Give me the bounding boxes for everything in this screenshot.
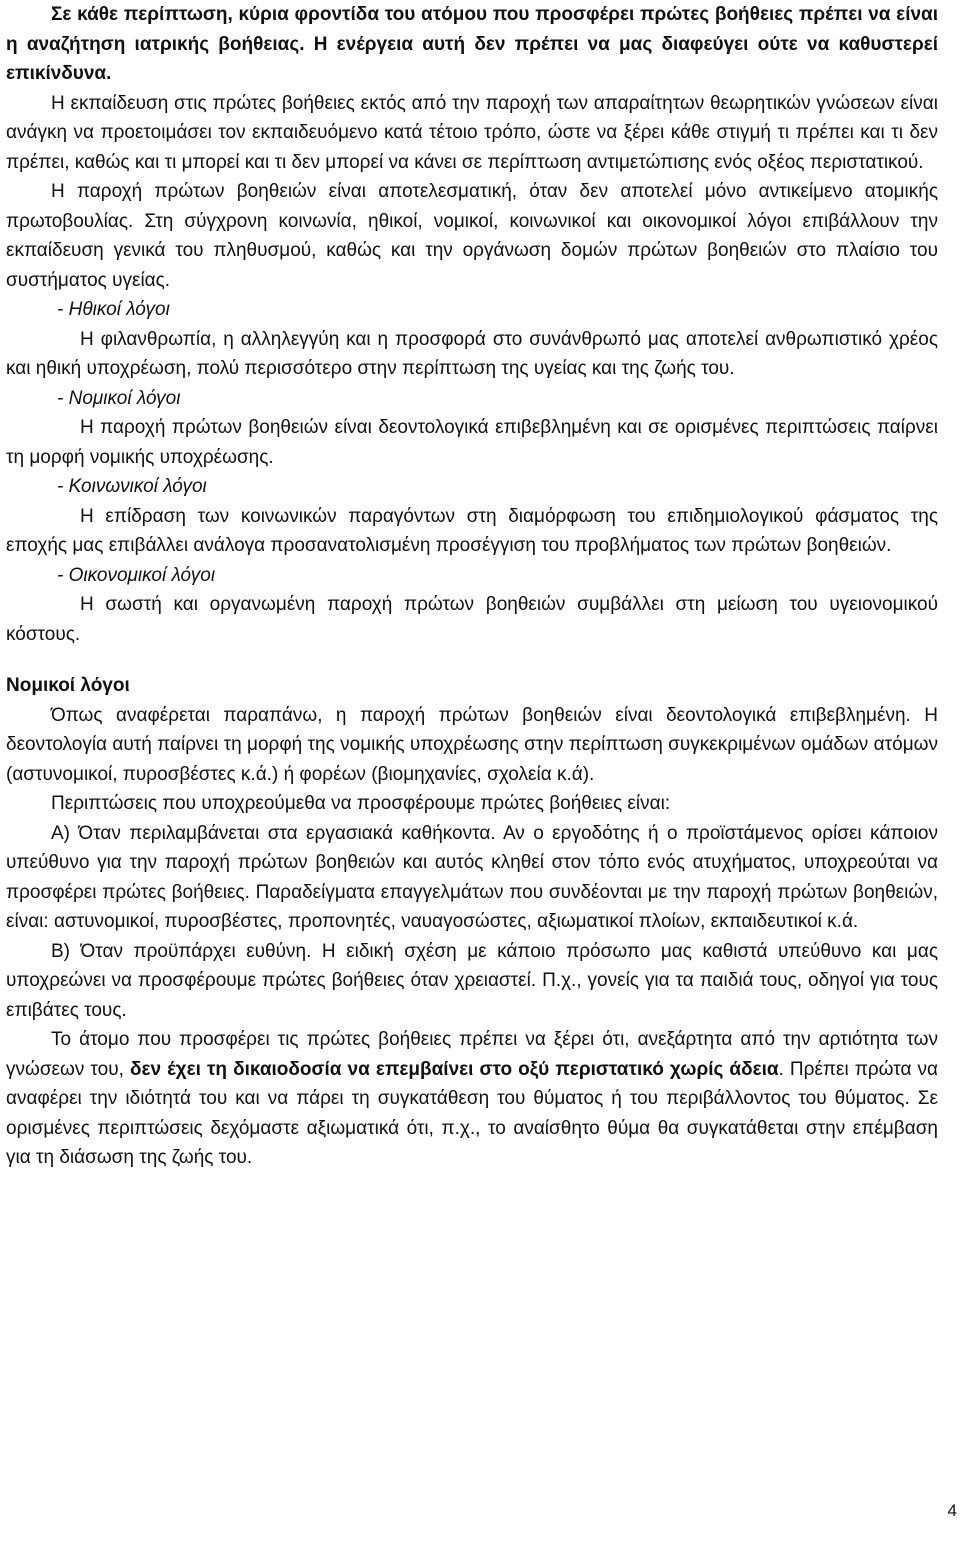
document-page bbox=[6, 0, 938, 1173]
reason-social-title: - Κοινωνικοί λόγοι bbox=[57, 476, 207, 497]
reason-ethical-title: - Ηθικοί λόγοι bbox=[57, 299, 170, 320]
intro-paragraph-1: Η εκπαίδευση στις πρώτες βοήθειες εκτός από την παροχή των απαραίτητων θεωρητικών γνώσεων είναι ανάγκη να προετοιμάσει τον εκπαιδευόμενο κατά τέτοιο τρόπο, ώστε να ξέρει κάθε στιγμή τι πρέπει και τι δεν πρέπει, καθώς και τι μπορεί και τι δεν μπορεί να κάνει σε περίπτωση αντιμετώπισης ενός οξέος περιστατικού. bbox=[6, 92, 938, 173]
legal-paragraph-consent: Το άτομο που προσφέρει τις πρώτες βοήθειες πρέπει να ξέρει ότι, ανεξάρτητα από την αρτιότητα των γνώσεων του, δεν έχει τη δικαιοδοσία να επεμβαίνει στο οξύ περιστατικό χωρίς άδεια. Πρέπει πρώτα να αναφέρει την ιδιότητά του και να πάρει τη συγκατάθεση του θύματος ή του περιβάλλοντος του θύματος. Σε ορισμένες περιπτώσεις δεχόμαστε αξιωματικά ότι, π.χ., το αναίσθητο θύμα θα συγκατάθεται στην επέμβαση για τη διάσωση της ζωής του. bbox=[6, 1029, 938, 1168]
consent-bold-phrase: δεν έχει τη δικαιοδοσία να επεμβαίνει στο οξύ περιστατικό χωρίς άδεια bbox=[129, 1058, 779, 1080]
legal-paragraph-1: Όπως αναφέρεται παραπάνω, η παροχή πρώτων βοηθειών είναι δεοντολογικά επιβεβλημένη. Η δεοντολογία αυτή παίρνει τη μορφή της νομικής υποχρέωσης στην περίπτωση συγκεκριμένων ομάδων ατόμων (αστυνομικοί, πυροσβέστες κ.ά.) ή φορέων (βιομηχανίες, σχολεία κ.ά). bbox=[6, 704, 938, 785]
intro-bold-line-3: να μας διαφεύγει ούτε να καθυστερεί επικίνδυνα. bbox=[6, 33, 939, 84]
reason-legal-text: Η παροχή πρώτων βοηθειών είναι δεοντολογικά επιβεβλημένη και σε ορισμένες περιπτώσεις παίρνει τη μορφή νομικής υποχρέωσης. bbox=[6, 417, 938, 468]
page-number: 4 bbox=[947, 1501, 957, 1520]
intro-bold-line-1: Σε κάθε περίπτωση, κύρια φροντίδα του ατόμου που προσφέρει πρώτες bbox=[51, 4, 710, 25]
legal-paragraph-2: Περιπτώσεις που υποχρεούμεθα να προσφέρουμε πρώτες βοήθειες είναι: bbox=[51, 793, 671, 814]
intro-paragraph-2: Η παροχή πρώτων βοηθειών είναι αποτελεσματική, όταν δεν αποτελεί μόνο αντικείμενο ατομικής πρωτοβουλίας. Στη σύγχρονη κοινωνία, ηθικοί, νομικοί, κοινωνικοί και οικονομικοί λόγοι επιβάλλουν την εκπαίδευση γενικά του πληθυσμού, καθώς και την οργάνωση δομών πρώτων βοηθειών στο πλαίσιο του συστήματος υγείας. bbox=[6, 181, 938, 291]
reason-economic-title: - Οικονομικοί λόγοι bbox=[57, 564, 216, 586]
reason-legal-title: - Νομικοί λόγοι bbox=[57, 387, 181, 409]
intro-bold-statement bbox=[6, 0, 938, 89]
intro-bold-line-2: βοήθειες πρέπει να είναι η αναζήτηση ιατρικής βοήθειας. Η ενέργεια αυτή δεν πρέπει bbox=[6, 4, 939, 55]
reason-ethical-text: Η φιλανθρωπία, η αλληλεγγύη και η προσφορά στο συνάνθρωπό μας αποτελεί ανθρωπιστικό χρέος και ηθική υποχρέωση, πολύ περισσότερο στην περίπτωση της υγείας και της ζωής του. bbox=[6, 328, 938, 379]
legal-case-a: Α) Όταν περιλαμβάνεται στα εργασιακά καθήκοντα. Αν ο εργοδότης ή ο προϊστάμενος ορίσει κάποιον υπεύθυνο για την παροχή πρώτων βοηθειών και αυτός κληθεί στον τόπο ενός ατυχήματος, υποχρεούται να προσφέρει πρώτες βοήθειες. Παραδείγματα επαγγελμάτων που συνδέονται με την παροχή πρώτων βοηθειών, είναι: αστυνομικοί, πυροσβέστες, προπονητές, ναυαγοσώστες, αξιωματικοί πλοίων, εκπαιδευτικοί κ.ά. bbox=[6, 822, 938, 932]
reason-social-text: Η επίδραση των κοινωνικών παραγόντων στη διαμόρφωση του επιδημιολογικού φάσματος της εποχής μας επιβάλλει ανάλογα προσανατολισμένη προσέγγιση του προβλήματος των πρώτων βοηθειών. bbox=[6, 505, 938, 556]
reason-economic-text: Η σωστή και οργανωμένη παροχή πρώτων βοηθειών συμβάλλει στη μείωση του υγειονομικού κόστους. bbox=[6, 594, 938, 645]
section-heading: Νομικοί λόγοι bbox=[6, 675, 130, 696]
legal-case-b: Β) Όταν προϋπάρχει ευθύνη. Η ειδική σχέση με κάποιο πρόσωπο μας καθιστά υπεύθυνο και μας υποχρεώνει να προσφέρουμε πρώτες βοήθειες όταν χρειαστεί. Π.χ., γονείς για τα παιδιά τους, οδηγοί για τους επιβάτες τους. bbox=[6, 940, 938, 1021]
